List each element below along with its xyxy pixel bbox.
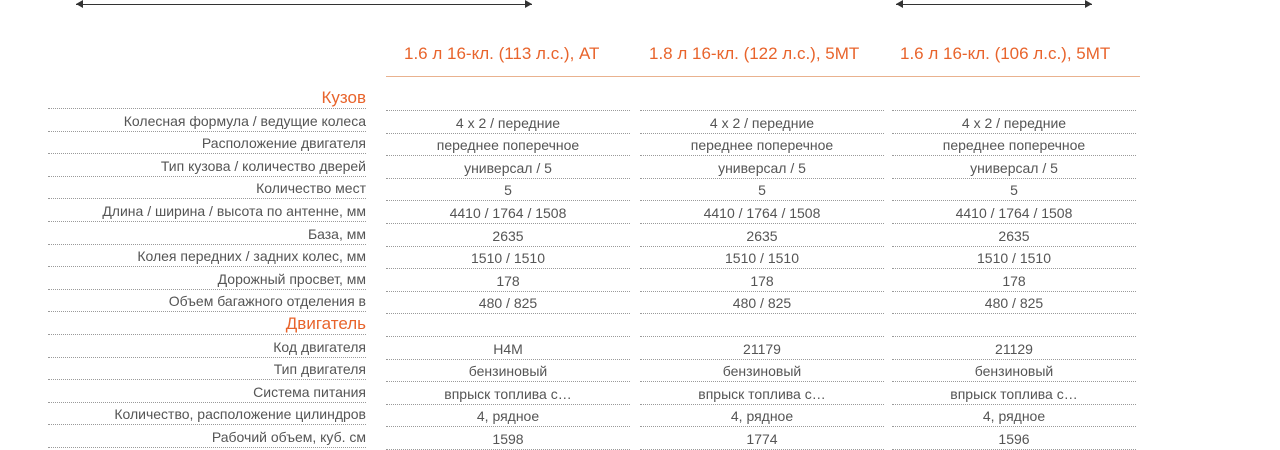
table-row bbox=[0, 291, 1280, 314]
row-label: Колесная формула / ведущие колеса bbox=[48, 111, 366, 132]
column-header-2: 1.8 л 16-кл. (122 л.с.), 5МТ bbox=[649, 44, 860, 63]
cell-value: переднее поперечное bbox=[386, 135, 630, 156]
row-label: Расположение двигателя bbox=[48, 133, 366, 154]
row-label: База, мм bbox=[48, 224, 366, 245]
cell-value: 2635 bbox=[386, 226, 630, 247]
cell-value: H4M bbox=[386, 339, 630, 360]
cell-value: 178 bbox=[892, 271, 1136, 292]
cell-value bbox=[386, 90, 630, 111]
cell-value: универсал / 5 bbox=[640, 158, 884, 179]
cell-value: 4410 / 1764 / 1508 bbox=[892, 203, 1136, 224]
cell-value: бензиновый bbox=[386, 361, 630, 382]
cell-value: 2635 bbox=[892, 226, 1136, 247]
cell-value: 4410 / 1764 / 1508 bbox=[640, 203, 884, 224]
cell-value: впрыск топлива с… bbox=[640, 384, 884, 405]
cell-value: 480 / 825 bbox=[386, 293, 630, 314]
row-label: Код двигателя bbox=[48, 337, 366, 358]
table-row bbox=[0, 111, 1280, 134]
cell-value: впрыск топлива с… bbox=[386, 384, 630, 405]
table-row bbox=[0, 178, 1280, 201]
table-row bbox=[0, 156, 1280, 179]
column-header-1: 1.6 л 16-кл. (113 л.с.), АТ bbox=[404, 44, 600, 63]
cell-value: 21129 bbox=[892, 339, 1136, 360]
cell-value: 178 bbox=[640, 271, 884, 292]
table-row bbox=[0, 404, 1280, 427]
cell-value: 1774 bbox=[640, 429, 884, 450]
dimension-arrow-left bbox=[76, 0, 532, 8]
cell-value: 1596 bbox=[892, 429, 1136, 450]
table-row bbox=[0, 201, 1280, 224]
cell-value: впрыск топлива с… bbox=[892, 384, 1136, 405]
cell-value: переднее поперечное bbox=[892, 135, 1136, 156]
cell-value: 2635 bbox=[640, 226, 884, 247]
cell-value: 1510 / 1510 bbox=[640, 248, 884, 269]
cell-value: универсал / 5 bbox=[386, 158, 630, 179]
cell-value: 480 / 825 bbox=[640, 293, 884, 314]
row-label: Длина / ширина / высота по антенне, мм bbox=[48, 201, 366, 222]
cell-value: 4410 / 1764 / 1508 bbox=[386, 203, 630, 224]
table-row bbox=[0, 382, 1280, 405]
spec-table bbox=[0, 88, 1280, 450]
cell-value bbox=[386, 316, 630, 337]
column-header-3: 1.6 л 16-кл. (106 л.с.), 5МТ bbox=[900, 44, 1111, 63]
cell-value: 5 bbox=[892, 180, 1136, 201]
row-label: Система питания bbox=[48, 382, 366, 403]
cell-value: 4, рядное bbox=[386, 406, 630, 427]
table-row bbox=[0, 224, 1280, 247]
header-divider bbox=[386, 76, 1140, 77]
cell-value bbox=[892, 316, 1136, 337]
section-title: Двигатель bbox=[48, 314, 366, 335]
section-row bbox=[0, 88, 1280, 111]
row-label: Колея передних / задних колес, мм bbox=[48, 246, 366, 267]
table-row bbox=[0, 246, 1280, 269]
cell-value: бензиновый bbox=[640, 361, 884, 382]
row-label: Тип двигателя bbox=[48, 359, 366, 380]
cell-value: бензиновый bbox=[892, 361, 1136, 382]
row-label: Рабочий объем, куб. см bbox=[48, 427, 366, 448]
cell-value: 1598 bbox=[386, 429, 630, 450]
cell-value: 5 bbox=[386, 180, 630, 201]
cell-value: переднее поперечное bbox=[640, 135, 884, 156]
cell-value: 4, рядное bbox=[640, 406, 884, 427]
cell-value bbox=[640, 90, 884, 111]
table-row bbox=[0, 359, 1280, 382]
table-row bbox=[0, 269, 1280, 292]
dimension-arrow-right bbox=[896, 0, 1092, 8]
cell-value: универсал / 5 bbox=[892, 158, 1136, 179]
row-label: Дорожный просвет, мм bbox=[48, 269, 366, 290]
section-title: Кузов bbox=[48, 88, 366, 109]
row-label: Тип кузова / количество дверей bbox=[48, 156, 366, 177]
cell-value: 4 x 2 / передние bbox=[386, 113, 630, 134]
row-label: Количество, расположение цилиндров bbox=[48, 404, 366, 425]
cell-value: 1510 / 1510 bbox=[386, 248, 630, 269]
table-row bbox=[0, 337, 1280, 360]
section-row bbox=[0, 314, 1280, 337]
cell-value: 480 / 825 bbox=[892, 293, 1136, 314]
cell-value: 21179 bbox=[640, 339, 884, 360]
cell-value: 4 x 2 / передние bbox=[640, 113, 884, 134]
cell-value bbox=[892, 90, 1136, 111]
cell-value: 4, рядное bbox=[892, 406, 1136, 427]
table-row bbox=[0, 427, 1280, 450]
row-label: Количество мест bbox=[48, 178, 366, 199]
cell-value: 5 bbox=[640, 180, 884, 201]
cell-value bbox=[640, 316, 884, 337]
cell-value: 4 x 2 / передние bbox=[892, 113, 1136, 134]
cell-value: 1510 / 1510 bbox=[892, 248, 1136, 269]
cell-value: 178 bbox=[386, 271, 630, 292]
table-row bbox=[0, 133, 1280, 156]
row-label: Объем багажного отделения в bbox=[48, 291, 366, 312]
